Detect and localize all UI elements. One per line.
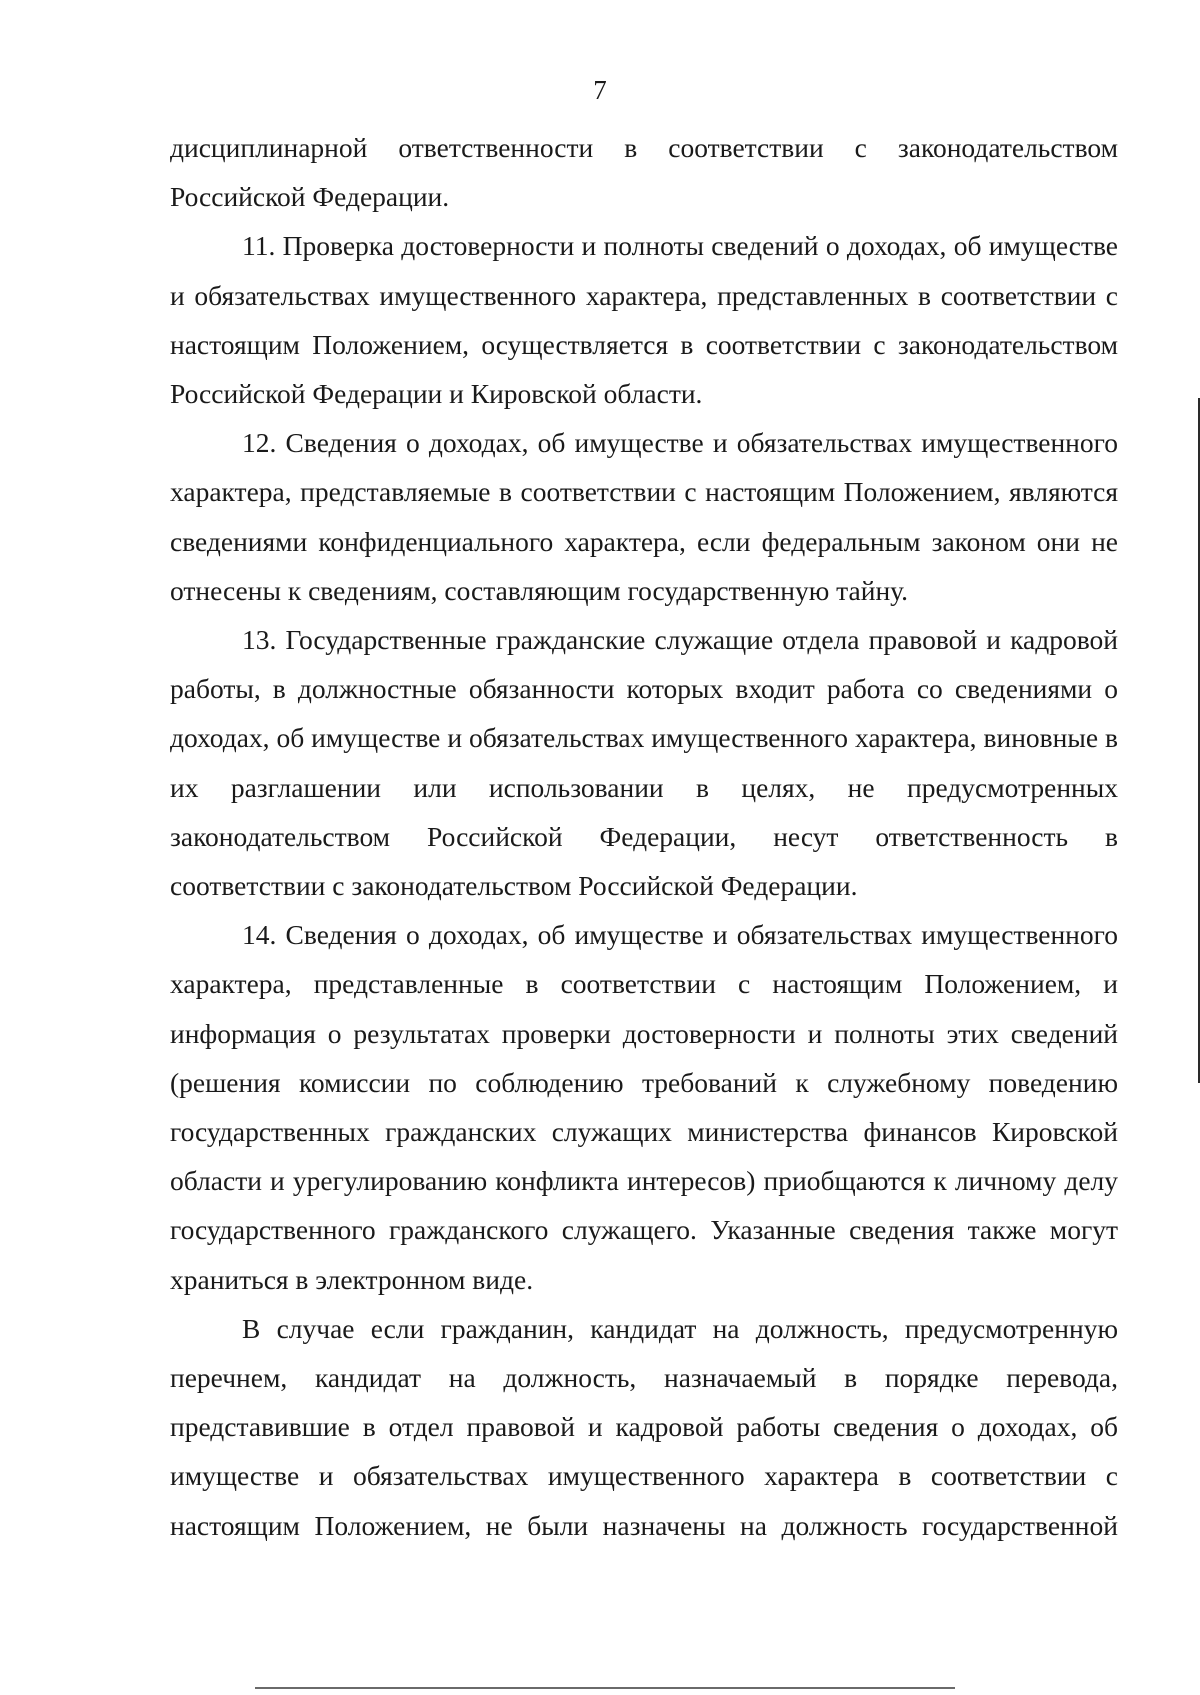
paragraph-14-continuation: В случае если гражданин, кандидат на должность, предусмотренную перечнем, кандидат на должность, назначаемый в порядке перевода, представившие в отдел правовой и кадровой работы сведения о доходах, об имуществе и обязательствах имущественного характера в соответствии с настоящим Положением, не были назначены на должность государственной: [170, 1312, 1118, 1541]
paragraph-13: 13. Государственные гражданские служащие отдела правовой и кадровой работы, в должностные обязанности которых входит работа со сведениями о доходах, об имуществе и обязательствах имущественного характера, виновные в их разглашении или использовании в целях, не предусмотренных законодательством Российской Федерации, несут ответственность в соответствии с законодательством Российской Федерации.: [170, 624, 1118, 902]
paragraph-12: 12. Сведения о доходах, об имуществе и обязательствах имущественного характера, представляемые в соответствии с настоящим Положением, являются сведениями конфиденциального характера, если федеральным законом они не отнесены к сведениям, составляющим государственную тайну.: [170, 427, 1118, 606]
scan-edge-bottom: [255, 1687, 955, 1689]
paragraph-11: 11. Проверка достоверности и полноты сведений о доходах, об имуществе и обязательствах имущественного характера, представленных в соответствии с настоящим Положением, осуществляется в соответствии с законодательством Российской Федерации и Кировской области.: [170, 230, 1118, 410]
document-body: [170, 123, 1118, 1550]
paragraph-continuation: дисциплинарной ответственности в соответствии с законодательством Российской Федерации.: [170, 132, 1118, 213]
page-number: 7: [593, 75, 607, 105]
paragraph-14: 14. Сведения о доходах, об имуществе и обязательствах имущественного характера, представленные в соответствии с настоящим Положением, и информация о результатах проверки достоверности и полноты этих сведений (решения комиссии по соблюдению требований к служебному поведению государственных гражданских служащих министерства финансов Кировской области и урегулированию конфликта интересов) приобщаются к личному делу государственного гражданского служащего. Указанные сведения также могут храниться в электронном виде.: [170, 919, 1118, 1295]
